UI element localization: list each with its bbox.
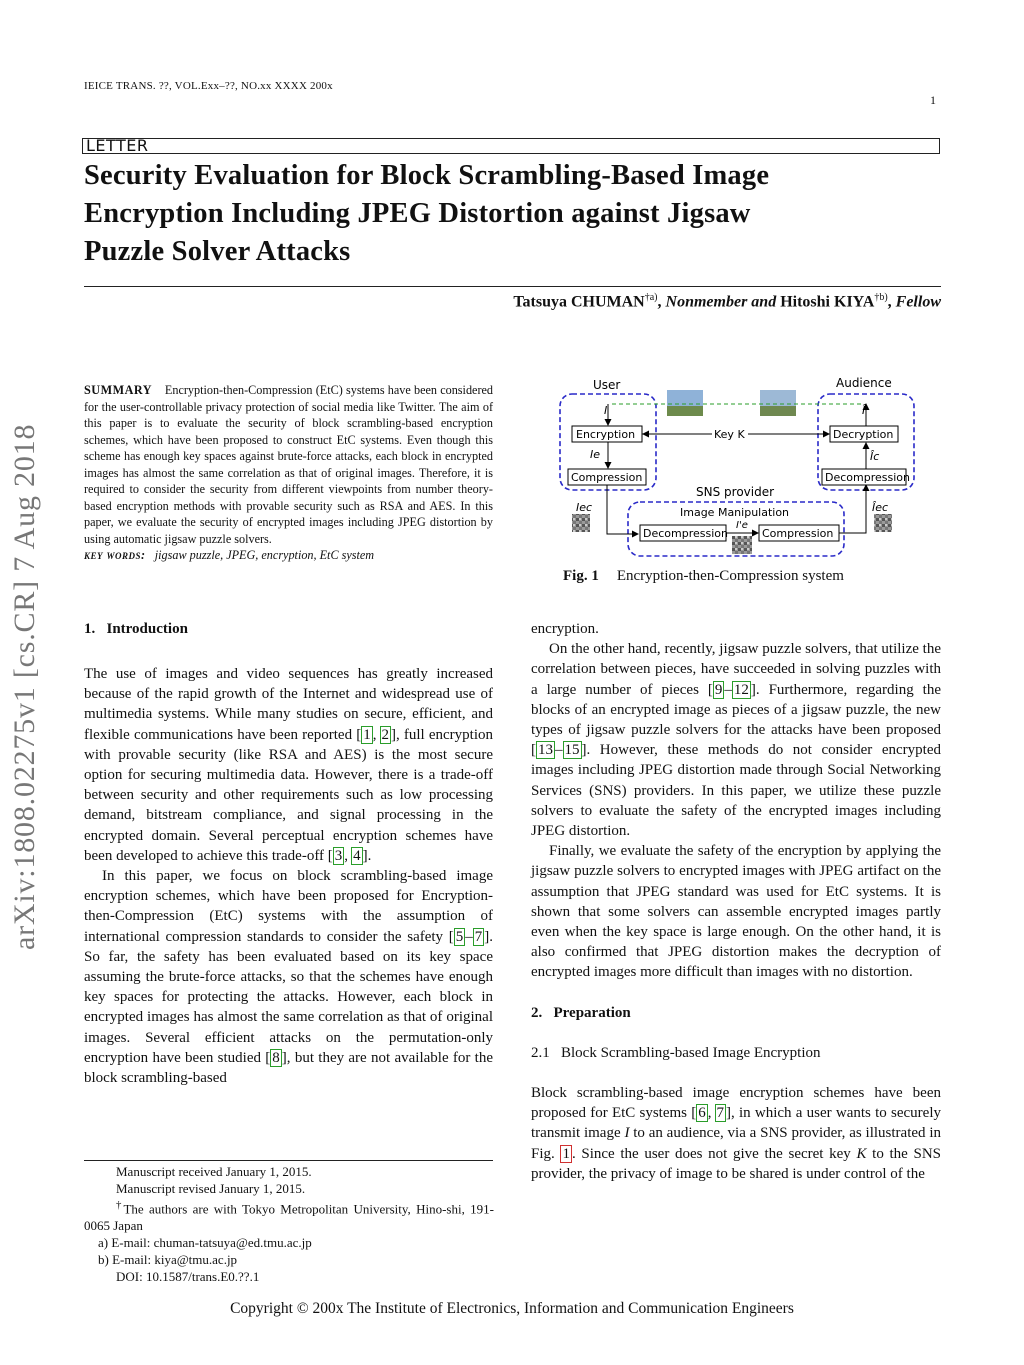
paragraph-text: , but they are not available for the block scrambling-based (84, 1049, 493, 1087)
user-label: User (593, 378, 621, 392)
paragraph-text: The use of images and video sequences has greatly increased because of the rapid growth of the Internet and widespread use of multimedia systems. While many studies on secure, efficient, and flexible communications have been reported (84, 666, 493, 743)
section-number: 2. (531, 1004, 543, 1021)
paragraph-text: . Since the user does not give the secret key (571, 1145, 857, 1162)
section-title: Introduction (106, 621, 188, 637)
paragraph-text: . (367, 847, 372, 864)
paragraph: Block scrambling-based image encryption schemes have been proposed for EtC systems [ 6 , 7 ], in which a user wants to securely transmit image I to an audience, via a SNS provider, as illustrated in Fig. 1 . Since the user does not give the secret key K to the SNS provider, the privacy of image to be shared is under control of the (531, 1085, 941, 1182)
paragraph-text: . Furthermore, regarding the blocks of an encrypted image as pieces of a jigsaw puzzle, the new types of jigsaw puzzle solvers for the attacks have been proposed (531, 681, 941, 739)
footnotes (84, 1163, 494, 1285)
journal-header: IEICE TRANS. ??, VOL.Exx–??, NO.xx XXXX 200x (84, 80, 333, 92)
compression-label: Compression (571, 471, 643, 484)
author-role: Nonmember (665, 293, 748, 311)
paragraph-text: to an audience, via a SNS provider, as illustrated in Fig. (531, 1125, 941, 1162)
figure-label: Fig. 1 (563, 568, 599, 584)
section-heading (531, 1003, 941, 1023)
paragraph-text: In this paper, we focus on block scrambling-based image encryption schemes, which have been proposed for Encryption-then-Compression (EtC) systems with the assumption of international compression standards to consider the safety (84, 868, 493, 945)
paragraph: In this paper, we focus on block scrambling-based image encryption schemes, which have been proposed for Encryption-then-Compression (EtC) systems with the assumption of international compression standards to consider the safety [ 5 – 7 ]. So far, the safety has been evaluated based on its key space assuming the brute-force attacks, so that the schemes have enough key spaces for protecting the attacks. However, each block in encrypted images has almost the same correlation as that of original images. Several efficient attacks on the permutation-only encryption have been studied [ 8 ], but they are not available for the block scrambling-based (84, 868, 493, 1087)
author-role: Fellow (895, 293, 941, 311)
encrypted-image-thumbnail (572, 514, 590, 532)
email-text[interactable]: E-mail: kiya@tmu.ac.jp (112, 1252, 238, 1268)
decrypted-image-ground (760, 406, 796, 416)
symbol-Ihat-c: Îc (870, 450, 880, 463)
footnote-label: a) (98, 1235, 109, 1251)
email-text[interactable]: E-mail: chuman-tatsuya@ed.tmu.ac.jp (111, 1235, 312, 1251)
image-manipulation-label: Image Manipulation (680, 506, 790, 519)
etc-system-diagram (552, 374, 924, 560)
citation-link[interactable]: 3 (334, 847, 343, 864)
summary-block (84, 382, 493, 564)
citation-link[interactable]: 8 (272, 1049, 280, 1066)
symbol-Iec: Iec (576, 501, 593, 514)
author-mark: †a) (644, 292, 658, 303)
paragraph-text: , in which a user wants to securely transmit image (531, 1105, 941, 1142)
received-image-thumbnail (874, 514, 892, 532)
section-number: 1. (84, 621, 96, 637)
citation-link[interactable]: 6 (698, 1105, 706, 1122)
title-rule (84, 286, 941, 287)
manipulated-image-thumbnail (732, 536, 752, 554)
sns-provider-label: SNS provider (696, 485, 775, 499)
citation-link[interactable]: 15 (564, 742, 580, 759)
summary-label: SUMMARY (84, 383, 153, 397)
symbol-Ihat: Î (862, 404, 866, 417)
citation-link[interactable]: 7 (474, 928, 483, 945)
left-column-body (84, 664, 493, 1088)
audience-label: Audience (836, 376, 892, 390)
footnote-email-b (84, 1251, 494, 1268)
paragraph: Finally, we evaluate the safety of the encryption by applying the jigsaw puzzle solvers to encrypted images with JPEG artifact on the assumption that JPEG standard was used for EtC systems. It is shown that some solvers can assemble encrypted images partly even when the key space is large enough. On the other hand, it is also confirmed that JPEG distortion makes the decryption of encrypted images more difficult than images with no distortion. (531, 843, 941, 981)
symbol-Ihat-ec: Îec (872, 501, 889, 514)
paragraph-text: . However, these methods do not consider encrypted images including JPEG distortion made through Social Networking Services (SNS) providers. In this paper, we utilize these puzzle solvers to evaluate the safety of the encrypted images including JPEG distortion. (531, 742, 941, 840)
citation-link[interactable]: 12 (733, 681, 749, 698)
section-title: Preparation (553, 1004, 631, 1021)
paragraph: On the other hand, recently, jigsaw puzzle solvers, that utilize the correlation between pieces, have succeeded in solving puzzles with a large number of pieces [ 9 – 12 ]. Furthermore, regarding the blocks of an encrypted image as pieces of a jigsaw puzzle, the new types of jigsaw puzzle solvers for the attacks have been proposed [ 13 – 15 ]. However, these methods do not consider encrypted images including JPEG distortion made through Social Networking Services (SNS) providers. In this paper, we utilize these puzzle solvers to evaluate the safety of the encrypted images including JPEG distortion. (531, 641, 941, 840)
author-mark: †b) (874, 292, 888, 303)
footnote-rule (84, 1160, 493, 1161)
paragraph-text: , full encryption with provable security (like RSA and AES) is the most secure option for securing multimedia data. However, there is a trade-off between security and other requirements such as low processing demand, bitstream compliance, and signal processing in the encrypted domain. Several perceptual encryption schemes have been developed to achieve this trade-off (84, 726, 493, 864)
category-label: LETTER (86, 136, 149, 155)
arrow (607, 485, 638, 534)
author-name: Hitoshi KIYA (780, 293, 875, 311)
symbol-Ie-prime: I'e (736, 520, 748, 531)
footnote-email-a (84, 1234, 494, 1251)
title-line: Security Evaluation for Block Scrambling-Based Image (84, 160, 770, 191)
footnote-affiliation (84, 1197, 494, 1234)
citation-dash: – (555, 742, 563, 759)
footnote-doi[interactable]: DOI: 10.1587/trans.E0.??.1 (116, 1269, 260, 1285)
decompression-label: Decompression (825, 471, 910, 484)
figure-link[interactable]: 1 (562, 1145, 570, 1162)
paragraph-text: . So far, the safety has been evaluated based on its key space assuming the brute-force attacks, so that the schemes have enough key spaces for protecting the attacks. However, each block in encrypted images has almost the same correlation as that of original images. Several efficient attacks on the permutation-only encryption have been studied (84, 928, 493, 1066)
citation-link[interactable]: 1 (363, 726, 371, 743)
citation-link[interactable]: 4 (353, 847, 361, 864)
math-symbol: I (624, 1125, 630, 1142)
key-label: Key K (714, 428, 745, 441)
footnote-revised: Manuscript revised January 1, 2015. (116, 1181, 306, 1196)
symbol-I: I (604, 404, 608, 417)
symbol-Ie: Ie (590, 448, 601, 461)
math-symbol: K (856, 1145, 867, 1162)
original-image-ground (667, 406, 703, 416)
citation-link[interactable]: 7 (716, 1105, 725, 1122)
decryption-label: Decryption (833, 428, 894, 441)
citation-link[interactable]: 13 (538, 742, 553, 759)
footnote-label: b) (98, 1252, 109, 1268)
paragraph-text: to the SNS provider, the privacy of image to be shared is under control of the (531, 1145, 941, 1182)
figure-caption (563, 568, 844, 585)
sns-compression-label: Compression (762, 527, 834, 540)
arrow (839, 485, 866, 533)
paragraph: encryption. (531, 621, 599, 637)
citation-dash: – (724, 681, 732, 698)
right-column-body (531, 619, 941, 1184)
encryption-label: Encryption (576, 428, 636, 441)
footnote-received: Manuscript received January 1, 2015. (116, 1164, 312, 1179)
title-line: Puzzle Solver Attacks (84, 236, 351, 267)
sns-decompression-label: Decompression (643, 527, 728, 540)
author-line: Tatsuya CHUMAN$^{\dagger a)}$, Nonmember and Hitoshi KIYA$^{\dagger b)}$, Fellow (513, 292, 941, 311)
title-line: Encryption Including JPEG Distortion against Jigsaw (84, 198, 751, 229)
arxiv-stamp: arXiv:1808.02275v1 [cs.CR] 7 Aug 2018 (8, 423, 41, 950)
figure-caption-text: Encryption-then-Compression system (616, 568, 844, 584)
paragraph: The use of images and video sequences has greatly increased because of the rapid growth of the Internet and widespread use of multimedia systems. While many studies on secure, efficient, and flexible communications have been reported [ 1 , 2 ], full encryption with provable security (like RSA and AES) is the most secure option for securing multimedia data. However, there is a trade-off between security and other requirements such as low processing demand, bitstream compliance, and signal processing in the encrypted domain. Several perceptual encryption schemes have been developed to achieve this trade-off [ 3 , 4 ]. (84, 666, 493, 864)
page-number: 1 (930, 93, 936, 107)
footnote-mark: † (116, 1199, 124, 1211)
summary-text: Encryption-then-Compression (EtC) systems have been considered for the user-controllable privacy protection of social media like Twitter. The aim of this paper is to evaluate the security of block scrambling-based encryption schemes, which have been proposed to construct EtC systems. Even though this scheme has enough key spaces against brute-force attacks, each block in encrypted images has almost the same correlation as that of original images. Therefore, it is required to consider the security from different viewpoints from number theory-based encryption methods with provable security such as RSA and AES. In this paper, we evaluate the security of encrypted images including JPEG distortion by using automatic jigsaw puzzle solvers. (84, 383, 494, 546)
paragraph-text: On the other hand, recently, jigsaw puzzle solvers, that utilize the correlation between pieces, have succeeded in solving puzzles with a large number of pieces (531, 641, 941, 698)
keywords-label: key words: (84, 548, 146, 562)
copyright-footer: Copyright © 200x The Institute of Electronics, Information and Communication Engineers (230, 1300, 794, 1317)
citation-link[interactable]: 2 (381, 726, 389, 743)
subsection-heading: 2.1 Block Scrambling-based Image Encryption (531, 1044, 821, 1061)
paragraph-text: Block scrambling-based image encryption schemes have been proposed for EtC systems (531, 1085, 941, 1122)
author-conjunction: and (751, 293, 777, 311)
category-bar (82, 138, 940, 154)
citation-link[interactable]: 9 (714, 681, 723, 698)
section-heading (84, 621, 188, 638)
keywords-text: jigsaw puzzle, JPEG, encryption, EtC system (154, 548, 375, 562)
citation-link[interactable]: 5 (455, 928, 464, 945)
footnote-affiliation-text: The authors are with Tokyo Metropolitan University, Hino-shi, 191-0065 Japan (84, 1201, 494, 1234)
paper-title (84, 157, 944, 271)
author-name: Tatsuya CHUMAN (513, 293, 645, 311)
